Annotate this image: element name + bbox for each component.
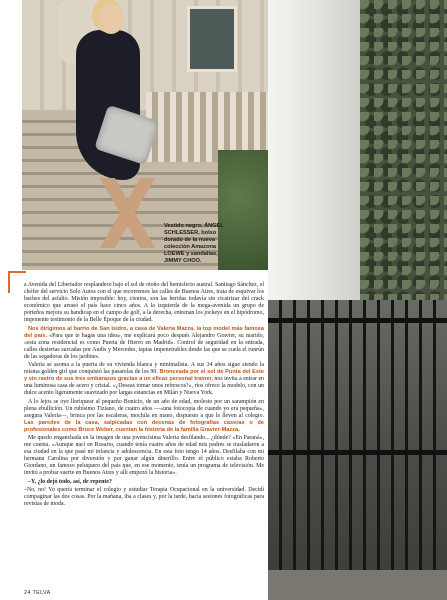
highlight-text: Las paredes de la casa, salpicadas con decenas de fotografías caseras o de profesionales como Bruce Weber, cuentan la historia de la familia Gravier-Mazza. bbox=[24, 419, 264, 433]
paragraph-1: a Avenida del Libertador resplandece bajo el sol de otoño del hemisferio austral. Santiago Sánchez, el chófer del servicio Solo Autos con el que recorremos las calles de Buenos Aires, trata de esquivar los baches del asfalto. Misión imposible: hoy, cientos, son las heridas todavía sin cicatrizar del crack económico que arrasó el país hace cinco años. A la izquierda de la mega-avenida un grupo de porteños mejora su handicap en el campo de golf, a la derecha, entrenan los jockeys en el hipódromo, imponente testimonio de la Belle Époque de la ciudad. bbox=[24, 282, 264, 324]
photo-caption bbox=[164, 223, 268, 265]
interview-question: –Y, ¿lo dejó todo, así, de repente? bbox=[28, 478, 112, 485]
highlight-text: Nos dirigimos al barrio de San Isidro, a casa de Valeria Mazza, la top model más famosa del país. bbox=[24, 325, 264, 339]
paragraph-text: «Para que te hagas una idea», me explicará poco después Alejandro Gravier, su marido, «esta zona residencial es como Puerta de Hierro en Madrid». Control de seguridad en la entrada, calles desiertas surcadas por Audis y Mercedes, tapias impenetrables desde las que se cuela el runrún de las segadoras de los jardines. bbox=[24, 332, 264, 360]
paragraph-3 bbox=[24, 362, 264, 397]
ivy-wall bbox=[360, 0, 447, 300]
paragraph-text: nos invita a entrar en una luminosa casa de acero y cristal. «¿Deseas tomar unos refrescos?», ríos ofrece la modelo, con un dulce acento ligeramente suavizado por largas estancias en Milán y Nueva York. bbox=[24, 376, 265, 397]
caption-line: SCHLESSER, bolso bbox=[164, 230, 217, 236]
paragraph-6: –No, no! Yo quería terminar el colegio y estudiar Terapia Ocupacional en la universidad. Decidí compaginar las dos cosas. Por la mañana, iba a clases y, por la tarde, hacía sesiones fotográficas para revistas de moda. bbox=[24, 486, 264, 507]
paragraph-5: Me quedo enganchada en la imagen de una jovencísima Valeria desfilando... ¿dónde? «En Paraná», me cuenta. «Aunque nací en Rosario, cuando tenía cuatro años de edad mis padres se trasladaron a esa ciudad en la que pasé mi infancia y adolescencia. En esta foto tengo 14 años. Desfilaba con mi hermana Carolina por diversión y por ganar algún dinerillo. Entre el público estaba Roberto Giordano, un famoso peluquero del país que, en ese momento, tenía un programa de televisión. Me invitó a probar suerte en Buenos Aires y allí empezó la historia». bbox=[24, 434, 264, 477]
building-window bbox=[187, 6, 237, 72]
page-folio: 24 TELVA bbox=[24, 590, 51, 596]
paragraph-2 bbox=[24, 326, 264, 361]
fence-rail-middle bbox=[268, 450, 447, 455]
right-photo-column-ivy bbox=[268, 0, 447, 300]
paragraph-4 bbox=[24, 399, 264, 434]
fence-rail-top bbox=[268, 318, 447, 323]
caption-line: LOEWE y sandalias, bbox=[164, 251, 218, 257]
ground bbox=[268, 570, 447, 600]
highlight-text: Bronceada por el sol de Punta del Este y sin rastro de sus tres embarazos gracias a un eficaz personal trainer, bbox=[24, 369, 264, 383]
caption-line: Vestido negro, ÁNGEL bbox=[164, 223, 224, 229]
white-column bbox=[268, 0, 360, 300]
paragraph-text: Valeria se asoma a la puerta de su vivienda blanca y minimalista. A sus 34 años sigue siendo la misma golden girl que conquistó las pasarelas de los 90. bbox=[24, 362, 264, 376]
model-legs bbox=[100, 178, 160, 248]
caption-line: JIMMY CHOO. bbox=[164, 258, 202, 264]
caption-line: dorado de la nueva bbox=[164, 237, 215, 243]
right-photo-fence bbox=[268, 300, 447, 600]
model-head bbox=[98, 4, 124, 34]
paragraph-text: A lo lejos se oye lloriquear al pequeño Bonicio, de un año de edad, molesto por un sarampión en plena ebullición. Un rubísimo Tiziano, de cuatro años —«una fotocopia de cuando yo era pequeña», asegura Valeria—, brinca por las escaleras, mochila en mano, dispuesto a que le lleven al colegio. bbox=[24, 398, 264, 419]
caption-line: colección Amazona bbox=[164, 244, 217, 250]
article-body bbox=[24, 282, 264, 509]
